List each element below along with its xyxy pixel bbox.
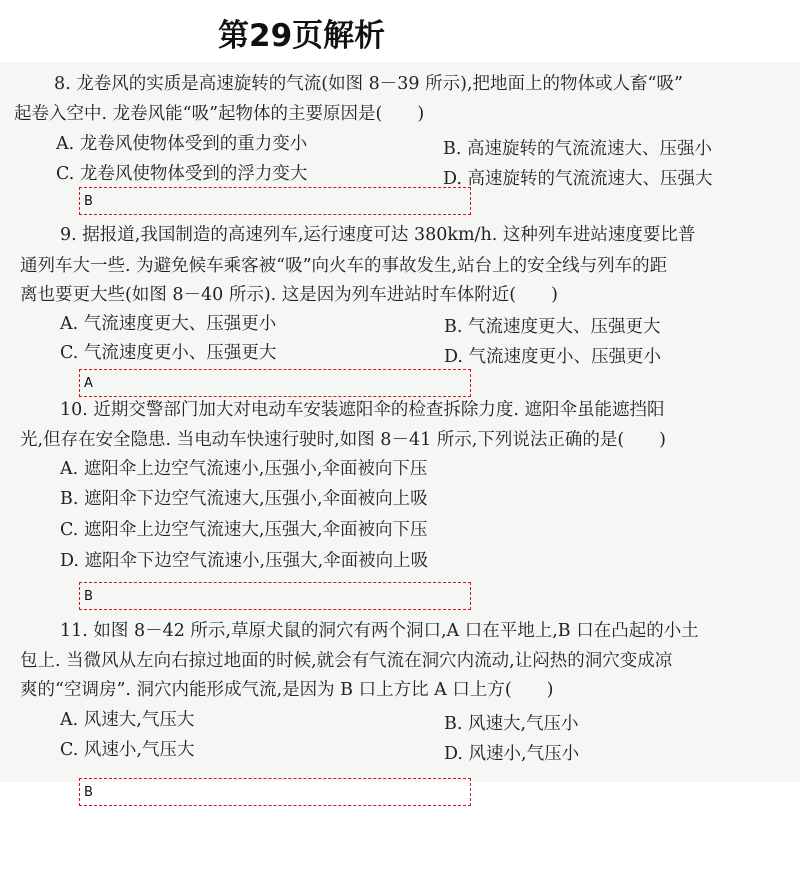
- answer-box: B: [79, 778, 471, 806]
- answer-box: B: [79, 187, 471, 215]
- question-stem-line: 通列车大一些. 为避免候车乘客被“吸”向火车的事故发生,站台上的安全线与列车的距: [20, 256, 668, 276]
- option-c: C. 龙卷风使物体受到的浮力变大: [56, 164, 308, 184]
- question-stem-line: 11. 如图 8－42 所示,草原犬鼠的洞穴有两个洞口,A 口在平地上,B 口在凸起的小土: [60, 621, 699, 641]
- option-d: D. 气流速度更小、压强更小: [444, 347, 662, 367]
- question-stem-line: 光,但存在安全隐患. 当电动车快速行驶时,如图 8－41 所示,下列说法正确的是( ): [20, 430, 666, 450]
- question-stem-line: 爽的“空调房”. 洞穴内能形成气流,是因为 B 口上方比 A 口上方( ): [20, 680, 554, 700]
- answer-box: A: [79, 369, 471, 397]
- option-d: D. 风速小,气压小: [444, 744, 580, 764]
- option-c: C. 风速小,气压大: [60, 740, 195, 760]
- page-title: 第29页解析: [218, 18, 386, 54]
- option-b: B. 遮阳伞下边空气流速大,压强小,伞面被向上吸: [60, 489, 428, 509]
- question-stem-line: 起卷入空中. 龙卷风能“吸”起物体的主要原因是( ): [14, 104, 425, 124]
- option-c: C. 气流速度更小、压强更大: [60, 343, 277, 363]
- option-b: B. 高速旋转的气流流速大、压强小: [443, 139, 712, 159]
- option-a: A. 风速大,气压大: [60, 710, 195, 730]
- option-d: D. 高速旋转的气流流速大、压强大: [443, 169, 713, 189]
- question-stem-line: 包上. 当微风从左向右掠过地面的时候,就会有气流在洞穴内流动,让闷热的洞穴变成凉: [20, 651, 673, 671]
- option-a: A. 龙卷风使物体受到的重力变小: [56, 134, 308, 154]
- option-c: C. 遮阳伞上边空气流速大,压强大,伞面被向下压: [60, 520, 428, 540]
- option-a: A. 遮阳伞上边空气流速小,压强小,伞面被向下压: [60, 459, 428, 479]
- question-stem-line: 8. 龙卷风的实质是高速旋转的气流(如图 8－39 所示),把地面上的物体或人畜“吸”: [54, 74, 683, 94]
- option-a: A. 气流速度更大、压强更小: [60, 314, 277, 334]
- question-stem-line: 离也要更大些(如图 8－40 所示). 这是因为列车进站时车体附近( ): [20, 285, 558, 305]
- question-stem-line: 10. 近期交警部门加大对电动车安装遮阳伞的检查拆除力度. 遮阳伞虽能遮挡阳: [60, 400, 665, 420]
- option-b: B. 气流速度更大、压强更大: [444, 317, 661, 337]
- question-stem-line: 9. 据报道,我国制造的高速列车,运行速度可达 380km/h. 这种列车进站速度要比普: [60, 225, 696, 245]
- option-b: B. 风速大,气压小: [444, 714, 579, 734]
- option-d: D. 遮阳伞下边空气流速小,压强大,伞面被向上吸: [60, 551, 429, 571]
- answer-box: B: [79, 582, 471, 610]
